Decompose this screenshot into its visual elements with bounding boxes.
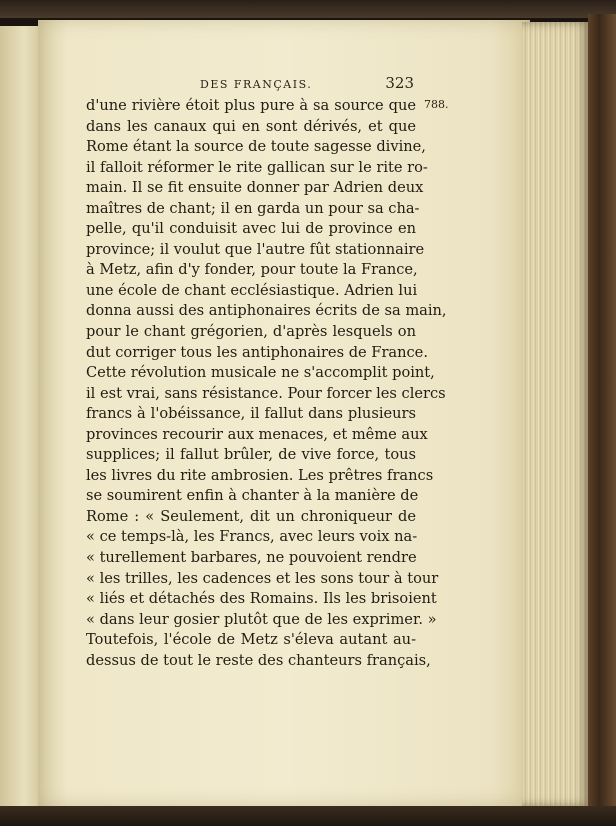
text-line: francs à l'obéissance, il fallut dans plusieurs	[86, 405, 416, 423]
text-line: maîtres de chant; il en garda un pour sa cha-	[86, 199, 420, 217]
text-line: dessus de tout le reste des chanteurs français,	[86, 651, 431, 669]
text-line: province; il voulut que l'autre fût stationnaire	[86, 240, 425, 258]
text-line: « dans leur gosier plutôt que de les exprimer. »	[86, 610, 437, 628]
margin-note: 788.	[424, 98, 449, 111]
text-line: une école de chant ecclésiastique. Adrien lui	[86, 281, 418, 299]
text-line: dans les canaux qui en sont dérivés, et que	[86, 117, 416, 135]
text-line: d'une rivière étoit plus pure à sa source que	[86, 97, 416, 114]
text-line: il est vrai, sans résistance. Pour forcer les clercs	[86, 384, 446, 402]
text-line: pelle, qu'il conduisit avec lui de province en	[86, 220, 416, 238]
text-line: Rome : « Seulement, dit un chroniqueur de	[86, 507, 416, 525]
facing-page-edge	[0, 26, 40, 816]
text-line: « turellement barbares, ne pouvoient rendre	[86, 549, 417, 567]
book-cover-bottom	[0, 806, 616, 826]
running-title: DES FRANÇAIS.	[200, 78, 313, 91]
text-line: provinces recourir aux menaces, et même aux	[86, 425, 428, 443]
page-header	[82, 74, 414, 96]
text-line: Cette révolution musicale ne s'accomplit point,	[86, 364, 435, 382]
text-line: pour le chant grégorien, d'après lesquels on	[86, 323, 416, 341]
text-line: Rome étant la source de toute sagesse divine,	[86, 138, 426, 156]
text-line: donna aussi des antiphonaires écrits de sa main,	[86, 302, 447, 320]
page-number: 323	[385, 74, 414, 92]
text-line: se soumirent enfin à chanter à la manière de	[86, 487, 419, 505]
text-line: les livres du rite ambrosien. Les prêtres francs	[86, 466, 434, 484]
text-line: Toutefois, l'école de Metz s'éleva autant au-	[86, 631, 416, 649]
page-stack-edges	[522, 22, 590, 806]
text-line: il falloit réformer le rite gallican sur le rite ro-	[86, 158, 428, 176]
text-line: supplices; il fallut brûler, de vive force, tous	[86, 446, 416, 464]
text-line: main. Il se fit ensuite donner par Adrien deux	[86, 179, 424, 197]
book-cover-right	[588, 14, 616, 826]
text-line: « liés et détachés des Romains. Ils les brisoient	[86, 590, 437, 608]
text-line: « les trilles, les cadences et les sons tour à tour	[86, 569, 439, 587]
text-line: à Metz, afin d'y fonder, pour toute la France,	[86, 261, 418, 279]
text-line: « ce temps-là, les Francs, avec leurs voix na-	[86, 528, 418, 546]
book-cover-top	[0, 0, 616, 18]
text-line: dut corriger tous les antiphonaires de France.	[86, 343, 428, 361]
